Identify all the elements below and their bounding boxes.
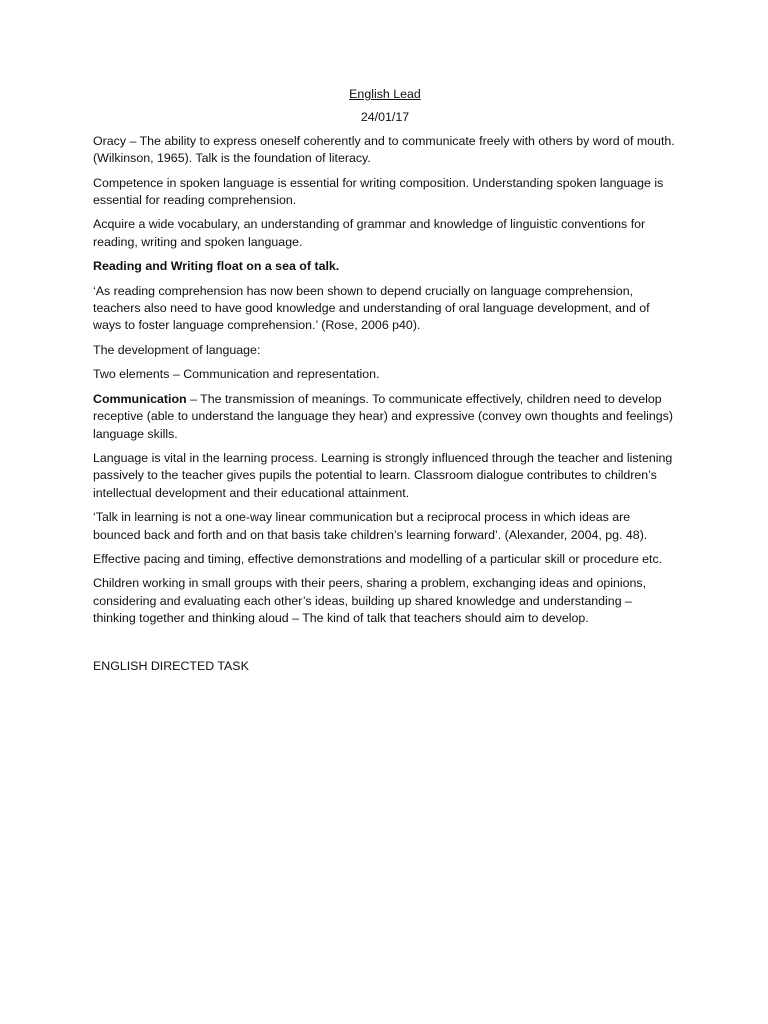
paragraph-small-groups: Children working in small groups with their peers, sharing a problem, exchanging ideas and opinions, considering and evaluating each other’s ideas, building up shared knowledge and understanding – thinking together and thinking aloud – The kind of talk that teachers should aim to develop. — [93, 576, 647, 626]
communication-term: Communication — [93, 391, 187, 406]
document-title: English Lead — [349, 87, 421, 101]
paragraph-development-heading: The development of language: — [93, 342, 261, 357]
paragraph-sea-of-talk: Reading and Writing float on a sea of talk. — [93, 259, 340, 274]
paragraph-vocabulary: Acquire a wide vocabulary, an understanding of grammar and knowledge of linguistic conventions for reading, writing and spoken language. — [93, 217, 646, 249]
paragraph-rose-quote: ‘As reading comprehension has now been shown to depend crucially on language comprehension, teachers also need to have good knowledge and understanding of oral language development, and of ways to foster language comprehension.’ (Rose, 2006 p40). — [93, 283, 650, 333]
paragraph-oracy: Oracy – The ability to express oneself coherently and to communicate freely with others by word of mouth. (Wilkinson, 1965). Talk is the foundation of literacy. — [93, 133, 675, 166]
communication-definition: – The transmission of meanings. To communicate effectively, children need to develop receptive (able to understand the language they hear) and expressive (convey own thoughts and feelings) language skills. — [93, 391, 673, 441]
paragraph-learning-process: Language is vital in the learning process. Learning is strongly influenced through the teacher and listening passively to the teacher gives pupils the potential to learn. Classroom dialogue contributes to children’s intellectual development and their educational attainment. — [93, 450, 673, 500]
paragraph-two-elements: Two elements – Communication and representation. — [93, 367, 380, 382]
task-heading: ENGLISH DIRECTED TASK — [93, 658, 249, 673]
paragraph-pacing: Effective pacing and timing, effective demonstrations and modelling of a particular skill or procedure etc. — [93, 551, 663, 566]
document-body — [93, 86, 677, 682]
paragraph-alexander-quote: ‘Talk in learning is not a one-way linear communication but a reciprocal process in which ideas are bounced back and forth and on that basis take children’s learning forward’. (Alexander, 2004, pg. 48). — [93, 510, 648, 542]
paragraph-competence: Competence in spoken language is essential for writing composition. Understanding spoken language is essential for reading comprehension. — [93, 175, 664, 208]
document-date: 24/01/17 — [360, 110, 410, 125]
paragraph-communication — [93, 391, 677, 443]
